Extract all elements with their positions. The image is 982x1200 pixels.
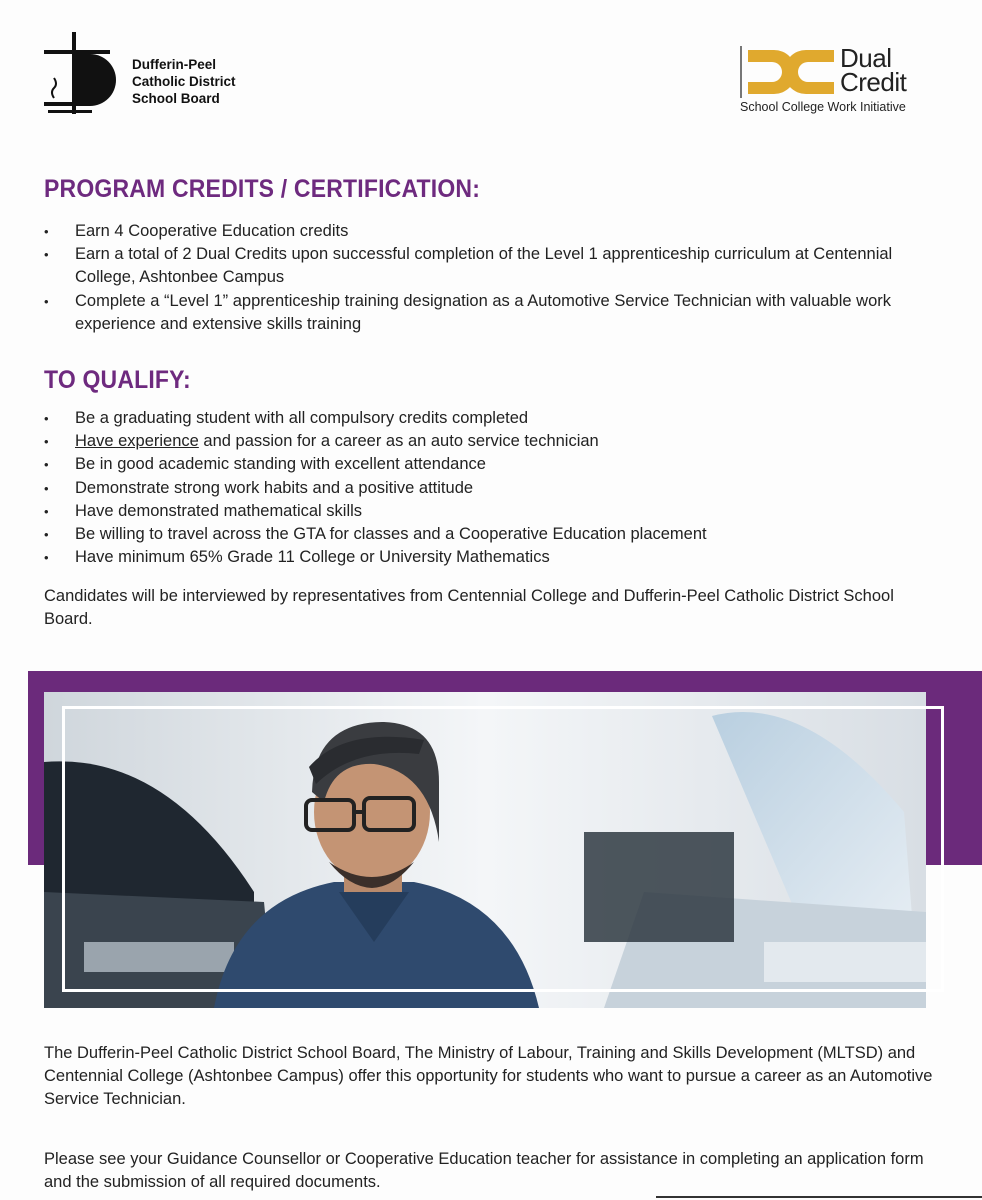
bullet-icon: •	[44, 224, 49, 239]
board-name	[132, 56, 292, 107]
bullet-icon: •	[44, 247, 49, 263]
board-name-line: School Board	[132, 91, 220, 106]
list-item-text: Have minimum 65% Grade 11 College or University Mathematics	[75, 548, 550, 567]
list-item	[44, 430, 924, 453]
bullet-icon: •	[44, 457, 49, 473]
bullet-icon: •	[44, 527, 49, 543]
interview-paragraph: Candidates will be interviewed by representatives from Centennial College and Dufferin-Peel Catholic District School Board.	[44, 587, 894, 629]
list-item	[44, 546, 924, 569]
dual-credit-wordmark	[840, 43, 907, 97]
qualify-list	[44, 407, 924, 569]
list-item-text: Earn a total of 2 Dual Credits upon successful completion of the Level 1 apprenticeship curriculum at Centennial College, Ashtonbee Campus	[75, 245, 893, 287]
board-name-line: Catholic District	[132, 74, 236, 89]
dual-word: Dual	[840, 43, 892, 73]
dpcdsb-crest-icon	[40, 30, 120, 118]
board-name-line: Dufferin-Peel	[132, 57, 217, 72]
bullet-icon: •	[44, 480, 49, 496]
list-item-text: and passion for a career as an auto service technician	[198, 432, 599, 451]
bullet-icon: •	[44, 550, 49, 566]
dual-credit-dc-icon	[740, 46, 836, 98]
list-item-text: Demonstrate strong work habits and a positive attitude	[75, 478, 474, 497]
bullet-icon: •	[44, 411, 49, 426]
bullet-icon: •	[44, 434, 49, 450]
credits-heading: PROGRAM CREDITS / CERTIFICATION:	[44, 175, 481, 203]
credits-list	[44, 220, 924, 336]
photo-frame-border	[62, 706, 944, 992]
list-item	[44, 453, 924, 476]
list-item-text: Earn 4 Cooperative Education credits	[75, 222, 349, 240]
bullet-icon: •	[44, 293, 49, 309]
list-item	[44, 477, 924, 500]
bullet-icon: •	[44, 503, 49, 519]
list-item-text: Be willing to travel across the GTA for classes and a Cooperative Education placement	[75, 525, 707, 544]
list-item	[44, 290, 924, 336]
list-item	[44, 523, 924, 546]
list-item	[44, 220, 924, 243]
underlined-text: Have experience	[75, 432, 199, 451]
list-item-text: Have demonstrated mathematical skills	[75, 501, 363, 520]
list-item-text: Complete a “Level 1” apprenticeship training designation as a Automotive Service Technician with valuable work experience and extensive skills training	[75, 291, 891, 333]
list-item	[44, 500, 924, 523]
list-item-text: Be in good academic standing with excellent attendance	[75, 455, 486, 474]
dual-credit-tagline: School College Work Initiative	[740, 100, 906, 114]
qualify-heading: TO QUALIFY:	[44, 366, 191, 394]
divider	[656, 1196, 982, 1198]
offer-paragraph: The Dufferin-Peel Catholic District School Board, The Ministry of Labour, Training and Skills Development (MLTSD) and Centennial College (Ashtonbee Campus) offer this opportunity for students who want to pursue a career as an Automotive Service Technician.	[44, 1044, 933, 1109]
list-item	[44, 243, 924, 289]
list-item	[44, 407, 924, 430]
credit-word: Credit	[840, 67, 907, 97]
guidance-paragraph: Please see your Guidance Counsellor or Cooperative Education teacher for assistance in completing an application form and the submission of all required documents.	[44, 1150, 924, 1192]
list-item-text: Be a graduating student with all compulsory credits completed	[75, 409, 529, 427]
